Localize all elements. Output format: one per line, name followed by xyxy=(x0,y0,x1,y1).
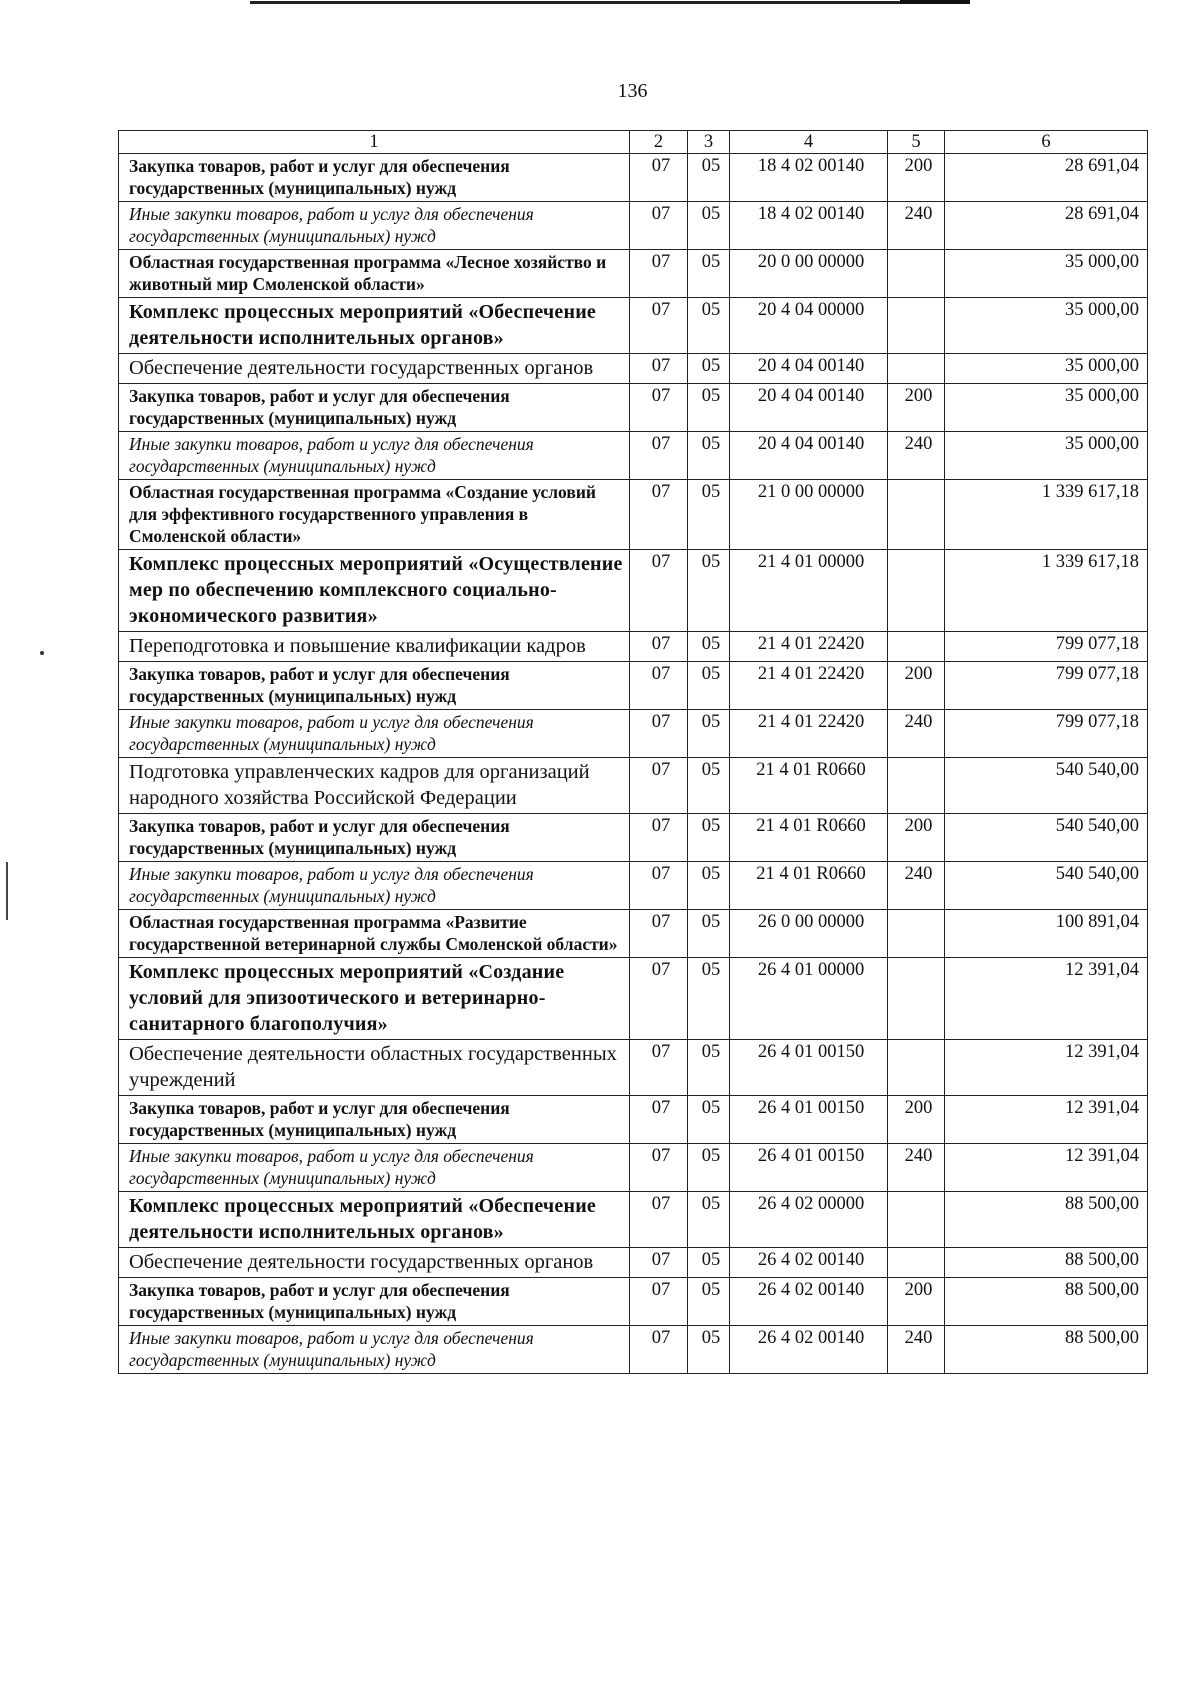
row-amount-cell: 35 000,00 xyxy=(945,298,1148,354)
row-target-code-cell: 26 4 01 00150 xyxy=(730,1040,888,1096)
row-expense-type-cell: 200 xyxy=(888,384,945,432)
row-expense-type-cell xyxy=(888,298,945,354)
row-subsection-cell: 05 xyxy=(688,1040,730,1096)
row-target-code-cell: 21 4 01 00000 xyxy=(730,550,888,632)
row-name-cell: Комплекс процессных мероприятий «Обеспечение деятельности исполнительных органов» xyxy=(119,1192,630,1248)
row-subsection-cell: 05 xyxy=(688,910,730,958)
row-amount-cell: 88 500,00 xyxy=(945,1248,1148,1278)
row-name-cell: Подготовка управленческих кадров для организаций народного хозяйства Российской Федерации xyxy=(119,758,630,814)
table-row xyxy=(119,154,1148,202)
row-section-cell: 07 xyxy=(630,710,688,758)
row-section-cell: 07 xyxy=(630,814,688,862)
table-row xyxy=(119,1040,1148,1096)
table-row xyxy=(119,1192,1148,1248)
row-section-cell: 07 xyxy=(630,1096,688,1144)
row-subsection-cell: 05 xyxy=(688,1326,730,1374)
row-amount-cell: 1 339 617,18 xyxy=(945,550,1148,632)
row-target-code-cell: 20 0 00 00000 xyxy=(730,250,888,298)
row-subsection-cell: 05 xyxy=(688,662,730,710)
header-col-5: 5 xyxy=(888,131,945,154)
scan-margin-bar xyxy=(6,862,8,920)
row-expense-type-cell xyxy=(888,550,945,632)
row-section-cell: 07 xyxy=(630,432,688,480)
row-section-cell: 07 xyxy=(630,1192,688,1248)
row-expense-type-cell: 240 xyxy=(888,202,945,250)
table-row xyxy=(119,250,1148,298)
row-name-cell: Закупка товаров, работ и услуг для обеспечения государственных (муниципальных) нужд xyxy=(119,384,630,432)
row-target-code-cell: 26 4 02 00000 xyxy=(730,1192,888,1248)
row-subsection-cell: 05 xyxy=(688,432,730,480)
row-target-code-cell: 26 4 02 00140 xyxy=(730,1326,888,1374)
row-expense-type-cell: 240 xyxy=(888,862,945,910)
row-expense-type-cell xyxy=(888,758,945,814)
header-col-4: 4 xyxy=(730,131,888,154)
row-name-cell: Обеспечение деятельности государственных органов xyxy=(119,354,630,384)
row-section-cell: 07 xyxy=(630,662,688,710)
table-row xyxy=(119,862,1148,910)
row-target-code-cell: 26 4 01 00150 xyxy=(730,1096,888,1144)
row-target-code-cell: 20 4 04 00000 xyxy=(730,298,888,354)
row-section-cell: 07 xyxy=(630,1144,688,1192)
row-amount-cell: 88 500,00 xyxy=(945,1326,1148,1374)
row-name-cell: Комплекс процессных мероприятий «Создание условий для эпизоотического и ветеринарно-санитарного благополучия» xyxy=(119,958,630,1040)
row-amount-cell: 12 391,04 xyxy=(945,1144,1148,1192)
row-name-cell: Иные закупки товаров, работ и услуг для обеспечения государственных (муниципальных) нужд xyxy=(119,710,630,758)
table-row xyxy=(119,1096,1148,1144)
row-amount-cell: 12 391,04 xyxy=(945,1040,1148,1096)
row-section-cell: 07 xyxy=(630,202,688,250)
header-col-1: 1 xyxy=(119,131,630,154)
scan-margin-dot xyxy=(40,651,44,655)
row-section-cell: 07 xyxy=(630,632,688,662)
row-target-code-cell: 18 4 02 00140 xyxy=(730,154,888,202)
row-amount-cell: 35 000,00 xyxy=(945,354,1148,384)
row-subsection-cell: 05 xyxy=(688,1278,730,1326)
row-subsection-cell: 05 xyxy=(688,298,730,354)
row-subsection-cell: 05 xyxy=(688,1192,730,1248)
row-subsection-cell: 05 xyxy=(688,202,730,250)
row-amount-cell: 12 391,04 xyxy=(945,958,1148,1040)
table-row xyxy=(119,480,1148,550)
row-expense-type-cell xyxy=(888,480,945,550)
row-subsection-cell: 05 xyxy=(688,154,730,202)
row-amount-cell: 540 540,00 xyxy=(945,758,1148,814)
row-subsection-cell: 05 xyxy=(688,1096,730,1144)
row-expense-type-cell: 200 xyxy=(888,154,945,202)
row-section-cell: 07 xyxy=(630,550,688,632)
page-number: 136 xyxy=(617,80,648,102)
table-row xyxy=(119,1248,1148,1278)
row-target-code-cell: 26 4 01 00150 xyxy=(730,1144,888,1192)
row-expense-type-cell: 200 xyxy=(888,1096,945,1144)
row-target-code-cell: 21 4 01 R0660 xyxy=(730,814,888,862)
row-subsection-cell: 05 xyxy=(688,958,730,1040)
row-amount-cell: 1 339 617,18 xyxy=(945,480,1148,550)
header-col-2: 2 xyxy=(630,131,688,154)
row-name-cell: Областная государственная программа «Создание условий для эффективного государственного управления в Смоленской области» xyxy=(119,480,630,550)
row-target-code-cell: 21 0 00 00000 xyxy=(730,480,888,550)
row-name-cell: Иные закупки товаров, работ и услуг для обеспечения государственных (муниципальных) нужд xyxy=(119,432,630,480)
row-subsection-cell: 05 xyxy=(688,250,730,298)
row-target-code-cell: 26 4 02 00140 xyxy=(730,1248,888,1278)
row-section-cell: 07 xyxy=(630,384,688,432)
row-amount-cell: 540 540,00 xyxy=(945,862,1148,910)
row-expense-type-cell: 240 xyxy=(888,1144,945,1192)
table-row xyxy=(119,202,1148,250)
row-name-cell: Переподготовка и повышение квалификации кадров xyxy=(119,632,630,662)
row-target-code-cell: 21 4 01 22420 xyxy=(730,632,888,662)
row-section-cell: 07 xyxy=(630,354,688,384)
table-row xyxy=(119,1144,1148,1192)
header-col-3: 3 xyxy=(688,131,730,154)
table-row xyxy=(119,958,1148,1040)
row-subsection-cell: 05 xyxy=(688,354,730,384)
row-name-cell: Комплекс процессных мероприятий «Обеспечение деятельности исполнительных органов» xyxy=(119,298,630,354)
row-name-cell: Закупка товаров, работ и услуг для обеспечения государственных (муниципальных) нужд xyxy=(119,1096,630,1144)
row-amount-cell: 28 691,04 xyxy=(945,154,1148,202)
row-section-cell: 07 xyxy=(630,958,688,1040)
row-section-cell: 07 xyxy=(630,1248,688,1278)
table-row xyxy=(119,1278,1148,1326)
row-expense-type-cell: 200 xyxy=(888,814,945,862)
table-row xyxy=(119,550,1148,632)
row-section-cell: 07 xyxy=(630,480,688,550)
row-name-cell: Иные закупки товаров, работ и услуг для обеспечения государственных (муниципальных) нужд xyxy=(119,1144,630,1192)
table-row xyxy=(119,910,1148,958)
row-section-cell: 07 xyxy=(630,250,688,298)
row-name-cell: Закупка товаров, работ и услуг для обеспечения государственных (муниципальных) нужд xyxy=(119,814,630,862)
row-expense-type-cell: 200 xyxy=(888,662,945,710)
row-name-cell: Обеспечение деятельности государственных органов xyxy=(119,1248,630,1278)
row-expense-type-cell xyxy=(888,958,945,1040)
row-amount-cell: 88 500,00 xyxy=(945,1278,1148,1326)
row-name-cell: Иные закупки товаров, работ и услуг для обеспечения государственных (муниципальных) нужд xyxy=(119,1326,630,1374)
row-expense-type-cell: 240 xyxy=(888,432,945,480)
row-name-cell: Областная государственная программа «Лесное хозяйство и животный мир Смоленской области» xyxy=(119,250,630,298)
row-amount-cell: 28 691,04 xyxy=(945,202,1148,250)
row-target-code-cell: 21 4 01 R0660 xyxy=(730,758,888,814)
scan-top-mark xyxy=(900,0,970,4)
row-subsection-cell: 05 xyxy=(688,1144,730,1192)
row-amount-cell: 88 500,00 xyxy=(945,1192,1148,1248)
row-subsection-cell: 05 xyxy=(688,710,730,758)
row-name-cell: Комплекс процессных мероприятий «Осуществление мер по обеспечению комплексного социально-экономического развития» xyxy=(119,550,630,632)
row-target-code-cell: 26 4 02 00140 xyxy=(730,1278,888,1326)
row-name-cell: Закупка товаров, работ и услуг для обеспечения государственных (муниципальных) нужд xyxy=(119,1278,630,1326)
row-section-cell: 07 xyxy=(630,298,688,354)
row-amount-cell: 540 540,00 xyxy=(945,814,1148,862)
table-row xyxy=(119,632,1148,662)
table-row xyxy=(119,662,1148,710)
row-expense-type-cell xyxy=(888,910,945,958)
row-section-cell: 07 xyxy=(630,1326,688,1374)
header-col-6: 6 xyxy=(945,131,1148,154)
row-section-cell: 07 xyxy=(630,862,688,910)
row-subsection-cell: 05 xyxy=(688,758,730,814)
row-expense-type-cell xyxy=(888,1248,945,1278)
table-row xyxy=(119,1326,1148,1374)
row-expense-type-cell xyxy=(888,1192,945,1248)
row-expense-type-cell xyxy=(888,250,945,298)
table-header-row xyxy=(119,131,1148,154)
budget-table xyxy=(118,130,1148,1374)
row-name-cell: Закупка товаров, работ и услуг для обеспечения государственных (муниципальных) нужд xyxy=(119,154,630,202)
row-expense-type-cell: 240 xyxy=(888,1326,945,1374)
table-row xyxy=(119,758,1148,814)
row-subsection-cell: 05 xyxy=(688,632,730,662)
row-expense-type-cell: 240 xyxy=(888,710,945,758)
row-section-cell: 07 xyxy=(630,154,688,202)
row-target-code-cell: 26 4 01 00000 xyxy=(730,958,888,1040)
row-target-code-cell: 20 4 04 00140 xyxy=(730,432,888,480)
row-amount-cell: 35 000,00 xyxy=(945,384,1148,432)
row-amount-cell: 799 077,18 xyxy=(945,662,1148,710)
row-amount-cell: 799 077,18 xyxy=(945,710,1148,758)
row-name-cell: Закупка товаров, работ и услуг для обеспечения государственных (муниципальных) нужд xyxy=(119,662,630,710)
row-section-cell: 07 xyxy=(630,758,688,814)
row-name-cell: Обеспечение деятельности областных государственных учреждений xyxy=(119,1040,630,1096)
table-row xyxy=(119,814,1148,862)
row-target-code-cell: 21 4 01 22420 xyxy=(730,710,888,758)
row-name-cell: Областная государственная программа «Развитие государственной ветеринарной службы Смоленской области» xyxy=(119,910,630,958)
table-row xyxy=(119,432,1148,480)
row-subsection-cell: 05 xyxy=(688,1248,730,1278)
row-target-code-cell: 20 4 04 00140 xyxy=(730,384,888,432)
row-section-cell: 07 xyxy=(630,1040,688,1096)
row-target-code-cell: 18 4 02 00140 xyxy=(730,202,888,250)
table-row xyxy=(119,710,1148,758)
row-target-code-cell: 26 0 00 00000 xyxy=(730,910,888,958)
row-section-cell: 07 xyxy=(630,1278,688,1326)
row-name-cell: Иные закупки товаров, работ и услуг для обеспечения государственных (муниципальных) нужд xyxy=(119,202,630,250)
row-amount-cell: 12 391,04 xyxy=(945,1096,1148,1144)
row-amount-cell: 35 000,00 xyxy=(945,432,1148,480)
row-target-code-cell: 21 4 01 22420 xyxy=(730,662,888,710)
row-expense-type-cell xyxy=(888,354,945,384)
row-subsection-cell: 05 xyxy=(688,862,730,910)
row-section-cell: 07 xyxy=(630,910,688,958)
row-name-cell: Иные закупки товаров, работ и услуг для обеспечения государственных (муниципальных) нужд xyxy=(119,862,630,910)
row-expense-type-cell xyxy=(888,632,945,662)
table-row xyxy=(119,354,1148,384)
table-row xyxy=(119,298,1148,354)
table-body xyxy=(119,154,1148,1374)
scan-top-line xyxy=(250,1,950,4)
row-target-code-cell: 20 4 04 00140 xyxy=(730,354,888,384)
row-subsection-cell: 05 xyxy=(688,384,730,432)
row-subsection-cell: 05 xyxy=(688,814,730,862)
table-row xyxy=(119,384,1148,432)
row-amount-cell: 799 077,18 xyxy=(945,632,1148,662)
row-amount-cell: 35 000,00 xyxy=(945,250,1148,298)
row-subsection-cell: 05 xyxy=(688,550,730,632)
row-subsection-cell: 05 xyxy=(688,480,730,550)
row-target-code-cell: 21 4 01 R0660 xyxy=(730,862,888,910)
row-amount-cell: 100 891,04 xyxy=(945,910,1148,958)
row-expense-type-cell xyxy=(888,1040,945,1096)
row-expense-type-cell: 200 xyxy=(888,1278,945,1326)
